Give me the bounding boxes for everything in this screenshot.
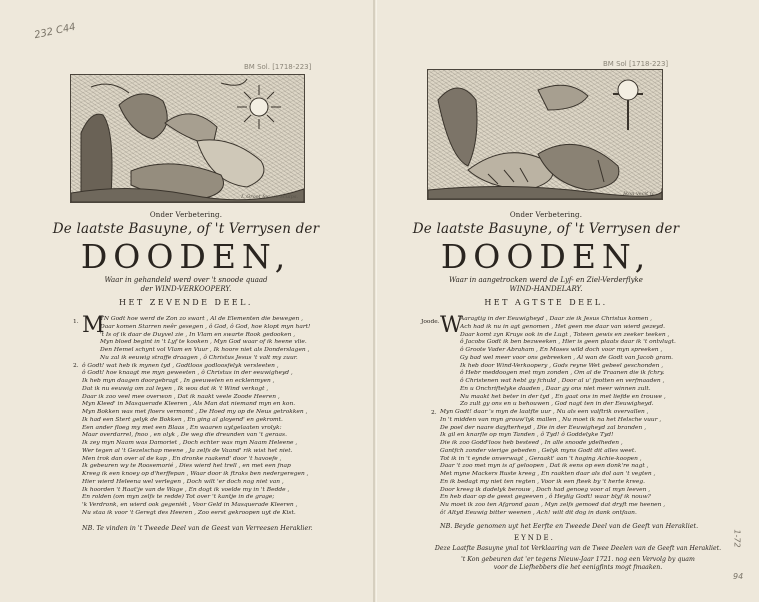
right-footer-line1: Deze Laatfte Basuyne ynal tot Verklaaring van de Twee Deelen van de Geeft van Herakliet. xyxy=(434,545,722,552)
left-drop-cap: M xyxy=(82,313,105,338)
verse-line: Myn Godt! daar 's myn de laatfte uur , Nu als een valftrik overvallen , xyxy=(440,409,649,415)
right-stanza-1 xyxy=(440,313,676,409)
left-stanza-1 xyxy=(82,313,311,363)
verse-line: Door kreeg ik dadelyk berouw , Doch had genoeg voor al myn leeven , xyxy=(440,486,651,493)
verse-line: Kreeg ik een knoey op d'herffepan , Waar door ik ftraks ben nedergeregen , xyxy=(82,471,309,477)
right-engraving-plate xyxy=(427,69,663,200)
left-footnote: NB. Te vinden in 't Tweede Deel van de Geest van Verreesen Heraklier. xyxy=(82,524,313,532)
verse-line: Men trok dan over al de kap , En dronke raakend' door 't havoefe , xyxy=(82,455,282,462)
right-engraving-image xyxy=(428,70,662,199)
right-stanza-number-2: 2. xyxy=(431,410,437,416)
left-stanza-number-2: 2. xyxy=(73,363,79,369)
right-verse-block xyxy=(440,313,676,518)
verse-line: YN Godt hoe werd de Zon zo swart , Al de Elementen die bewegen , xyxy=(100,316,303,322)
right-part-heading: HET AGTSTE DEEL. xyxy=(484,298,608,307)
verse-line: ô! Altyd Eeuwig bitter weenen , Ach! wilt dit dog in dank ontfaan. xyxy=(440,509,637,516)
verse-line: Daar 't zoo met myn is af geloopen , Dat ik eens op een donk're nagt , xyxy=(440,463,649,470)
verse-line: Myn Bokken was met floers vermomt , De Hoed my op de Neus getrokken , xyxy=(82,409,308,415)
verse-line: Aaragtig in der Eeuwigheyd , Daar zie ik Jesus Christus komen , xyxy=(460,316,653,322)
verse-line: Maar overdarrel, fnoo , en olyk , De weg die dreunden van 't geraas. xyxy=(82,432,287,439)
left-title-block xyxy=(36,211,336,307)
verse-line: Ik zey myn Naam was Damoriet , Doch echter was myn Naam Heleene , xyxy=(82,440,298,446)
verse-line: Nu maakt het beter in der tyd , En gaat ons in met liefde en trouwe , xyxy=(460,393,666,400)
verse-line: Een ander floeg my met een Blaas , En waaren uytgelaaten vrolyk: xyxy=(82,424,282,431)
right-collection-stamp: BM Sol [1718-223] xyxy=(603,60,669,68)
verse-line: Gy bad wel meer voor ons gebreeken , Al wan de Godt van Jacob gram. xyxy=(460,354,674,361)
left-verse-block xyxy=(82,313,311,518)
right-footnote: NB. Beyde genomen uyt het Eerfte en Tweede Deel van de Geeft van Herakliet. xyxy=(440,522,699,530)
right-title-main: DOODEN, xyxy=(440,237,652,276)
verse-line: Ik hoorden 't Raat'je van de Wage , En dogt ik voelde my in 't Bedde , xyxy=(82,486,290,493)
verse-line: Gantfch zonder vierige gebeden , Gelyk myns Godt dit alles weet. xyxy=(440,447,637,454)
verse-line: Zo zult gy ons en u behouwen , God nagt ten in der Eeuwigheyd. xyxy=(460,401,654,408)
verse-line: Daar ik zoo veel mee overwon , Dat ik naakt veele Zoode Heeren , xyxy=(82,393,280,400)
verse-line: Myn Kleed' in Masquerade Kleeren , Als Man dat niemand myn en kon. xyxy=(82,401,296,408)
right-stanza-2 xyxy=(440,409,676,518)
verse-line: Tot ik in 't eynde onverwagt , Geraakt' aan 't hoging Achie-koopen , xyxy=(440,455,642,462)
verse-line: ô Godt! hoe knaagt me myn geweeten , ô Christus in der eeuwigheyd , xyxy=(82,370,293,377)
verse-line: ô Hebr meddoogen met myn zonden , Om al de Traanen die ik fchry. xyxy=(460,370,665,377)
pencil-mark-bottom-right: 94 xyxy=(733,572,744,581)
left-engraving-plate xyxy=(70,74,305,203)
verse-line: ô Jacobs Godt ik ben bezweeken , Hier is geen plaats daar ik 't ontvlugt. xyxy=(460,339,676,346)
pencil-mark-right: 1-72 xyxy=(732,529,742,548)
left-title-main: DOODEN, xyxy=(80,237,292,276)
verse-line: Wer tegen al 't Gezelschap meene , Ja zelfs de Vaand' rik wist het niet. xyxy=(82,447,293,454)
verse-line: Ik gil en knarfle op myn Tanden , ô Tyd! ô Goddelyke Tyd! xyxy=(440,432,614,439)
verse-line: Daar komt zyn Kruys ook in de Lugt , Toteen gewis en zeeker teeken , xyxy=(460,331,670,338)
left-plate-signature: I. Groot fec. et Sculps. xyxy=(241,194,298,200)
right-kicker: Onder Verbetering. xyxy=(509,211,583,219)
pencil-mark-top-left: 232 C44 xyxy=(33,21,77,42)
right-subtitle2: WIND-HANDELARY. xyxy=(509,285,583,293)
verse-line: Ik heb door Wind-Verkoopery , Gods reyne Wet gebeel geschonden , xyxy=(460,362,664,369)
verse-line: En ik bedagt my niet ten regten , Voor ik een fteek by 't herte kreeg. xyxy=(440,478,645,485)
right-subtitle1: Waar in aangetrocken werd de Lyf- en Ziel-Verderflyke xyxy=(449,276,643,284)
verse-line: Dat ik nu eeuwig om zal leyen , Ik wou dat ik 't Wind verkogt , xyxy=(82,385,269,392)
left-kicker: Onder Verbetering. xyxy=(149,211,223,219)
verse-line: Nu staa ik voor 't Geregt des Heeren , Zoo eerst gekroopen uyt de Kist. xyxy=(82,509,296,516)
verse-line: En heb daar op de geest gegeeven , ô Heylig Godt! waar blyf ik nouw? xyxy=(440,494,651,501)
right-footer-line3: voor de Liefhebbers die het eenigfints mogt fmaaken. xyxy=(493,564,663,571)
right-title-line1: De laatste Basuyne, of 't Verrysen der xyxy=(412,221,680,237)
verse-line: Met myne Mackers Ruste kreeg , En raakten daar als dol aan 't vegten , xyxy=(440,471,656,477)
verse-line: Myn bloed begint in 't Lyf te kooken , Myn God waar of ik heene vlie. xyxy=(100,339,307,346)
verse-line: In 't midden van myn grouw'lyk mallen , Nu moet ik na het Helsche vuur , xyxy=(440,416,662,423)
verse-line: Den Hemel schynt vol Vlam en Vuur , Ik hoore niet als Donderslagen , xyxy=(100,347,310,353)
verse-line: Ik had een Stert gelyk de Bokken , En ging al gloyend' en gekromt. xyxy=(82,416,283,423)
left-subtitle2: der WIND-VERKOOPERY. xyxy=(140,285,232,293)
verse-line: ô Christenen wat hebt gy fchuld , Door al u' fpotten en verfmaaden , xyxy=(460,378,665,384)
verse-line: 't Is of ik daar de Duyvel zie , In Vlam en swarte Rook gedooken , xyxy=(100,331,296,338)
verse-line: Ach had ik nu in agt genomen , Het geen me daar van wierd gezeyd. xyxy=(460,323,666,330)
verse-line: 'k Verdronk, en wierd ook gegeniét , Voor Geld in Masquerade Kleeren , xyxy=(82,502,298,508)
verse-line: Ik heb myn daagen doorgebragt , In geeuwelen en ecklenmyen , xyxy=(82,378,275,384)
verse-line: De poel der naare dayfterheyd , Die in der Eeuwigheyd zal branden , xyxy=(440,424,647,431)
left-stanza-2 xyxy=(82,363,310,518)
verse-line: Daar komen Starren neêr gesegen , ô God, ô God, hoe klopt myn hart! xyxy=(100,323,311,330)
right-drop-cap: W xyxy=(440,313,463,338)
verse-line: Ik gebeuren wy te Roosemorié , Dies wierd het trell , en met een fnap xyxy=(82,463,291,470)
verse-line: ô Groote Vader Abraham , En Moses wild doch voor myn spreeken , xyxy=(460,347,663,353)
right-footer-line2: 't Kon gebeuren dat 'er tegens Nieuw-Jaar 1721. nog een Vervolg by quam xyxy=(461,556,695,563)
left-stanza-number-1: 1. xyxy=(73,319,79,325)
verse-line: Die ik zoo Godd'loos heb besteed , In alle snoode ydelheden , xyxy=(440,440,623,446)
right-title-block xyxy=(396,211,696,307)
verse-line: ô Godt! wat heb ik mynen tyd , Godtloos godloosfelyk versleeten , xyxy=(82,362,279,369)
left-collection-stamp: BM Sol. [1718-223] xyxy=(244,63,312,71)
verse-line: Hier wierd Heleena wel verlegen , Doch wilt 'er doch nog niet van , xyxy=(82,478,284,485)
right-speaker: Joode. xyxy=(421,319,440,325)
left-subtitle1: Waar in gehandeld werd over 't snoode quaad xyxy=(104,276,268,284)
center-fold-highlight xyxy=(376,0,377,602)
verse-line: Nu zal ik eeuwig straffe draagen , ô Christus Jesus 't valt my zuur. xyxy=(100,354,298,361)
left-title-line1: De laatste Basuyne, of 't Verrysen der xyxy=(52,221,320,237)
left-part-heading: HET ZEVENDE DEEL. xyxy=(119,298,253,307)
center-fold xyxy=(373,0,375,602)
verse-line: En u Onchriftelyke daaden , Daar gy ons niet meer winnen zult. xyxy=(460,385,651,392)
left-engraving-image xyxy=(71,75,304,202)
right-plate-signature: Ikon vecit fc. xyxy=(623,191,656,197)
verse-line: Nu moet ik zoo ten Afgrond gaan , Myn zelfs gemoed dat dryft me heenen , xyxy=(440,502,666,508)
verse-line: En rolden (om myn zelfs te redde) Tot over 't kantje in de grage; xyxy=(82,494,275,501)
right-finis: EYNDE. xyxy=(514,534,555,542)
